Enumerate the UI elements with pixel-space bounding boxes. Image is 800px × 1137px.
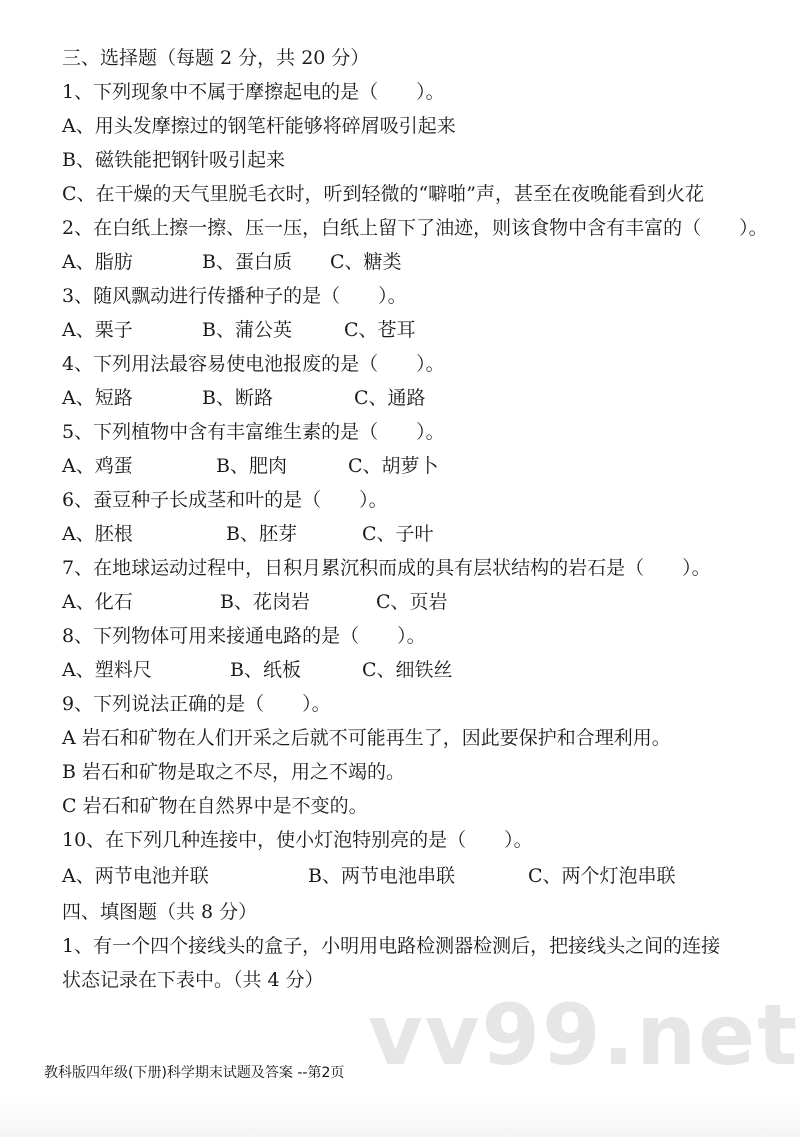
q4-option-b: B、断路: [202, 387, 273, 409]
q8-option-a: A、塑料尺: [62, 659, 152, 681]
q6-option-b: B、胚芽: [226, 523, 297, 545]
q5-option-a: A、鸡蛋: [62, 455, 133, 477]
q5-stem: 5、下列植物中含有丰富维生素的是（ ）。: [62, 421, 445, 443]
q8-stem: 8、下列物体可用来接通电路的是（ ）。: [62, 625, 426, 647]
q1-stem: 1、下列现象中不属于摩擦起电的是（ ）。: [62, 81, 445, 103]
q10-stem: 10、在下列几种连接中，使小灯泡特别亮的是（ ）。: [62, 829, 533, 851]
q4-stem: 4、下列用法最容易使电池报废的是（ ）。: [62, 353, 445, 375]
q10-option-c: C、两个灯泡串联: [528, 865, 676, 887]
page-bottom-shade: [0, 1100, 800, 1137]
q9-stem: 9、下列说法正确的是（ ）。: [62, 693, 331, 715]
q7-option-a: A、化石: [62, 591, 133, 613]
q3-option-b: B、蒲公英: [202, 319, 292, 341]
q10-options: [62, 862, 762, 890]
q7-options: [62, 588, 762, 616]
q2-option-b: B、蛋白质: [202, 251, 292, 273]
q5-option-c: C、胡萝卜: [348, 455, 439, 477]
q8-option-b: B、纸板: [230, 659, 301, 681]
q7-option-c: C、页岩: [376, 591, 448, 613]
q1-option-c: C、在干燥的天气里脱毛衣时，听到轻微的“噼啪”声，甚至在夜晚能看到火花: [62, 183, 704, 205]
q3-option-a: A、栗子: [62, 319, 133, 341]
q9-option-a: A 岩石和矿物在人们开采之后就不可能再生了，因此要保护和合理利用。: [62, 727, 671, 749]
watermark: vv99.net: [368, 986, 800, 1084]
q1-option-a: A、用头发摩擦过的钢笔杆能够将碎屑吸引起来: [62, 115, 456, 137]
q3-stem: 3、随风飘动进行传播种子的是（ ）。: [62, 285, 407, 307]
q9-option-c: C 岩石和矿物在自然界中是不变的。: [62, 795, 368, 817]
section4-heading: 四、填图题（共 8 分）: [62, 901, 258, 923]
q4-option-c: C、通路: [354, 387, 426, 409]
section3-heading: 三、选择题（每题 2 分，共 20 分）: [62, 47, 370, 69]
page-footer: 教科版四年级(下册)科学期末试题及答案 --第2页: [44, 1065, 345, 1081]
section4-q1-line2: 状态记录在下表中。（共 4 分）: [62, 969, 324, 991]
q7-stem: 7、在地球运动过程中，日积月累沉积而成的具有层状结构的岩石是（ ）。: [62, 557, 711, 579]
q6-option-c: C、子叶: [362, 523, 434, 545]
section4-q1-line1: 1、有一个四个接线头的盒子，小明用电路检测器检测后，把接线头之间的连接: [62, 935, 721, 957]
q3-option-c: C、苍耳: [344, 319, 416, 341]
q2-option-a: A、脂肪: [62, 251, 133, 273]
q1-option-b: B、磁铁能把钢针吸引起来: [62, 149, 285, 171]
q6-stem: 6、蚕豆种子长成茎和叶的是（ ）。: [62, 489, 388, 511]
q10-option-b: B、两节电池串联: [308, 865, 455, 887]
q8-options: [62, 656, 762, 684]
q2-options: [62, 248, 762, 276]
q6-options: [62, 520, 762, 548]
q4-options: [62, 384, 762, 412]
q4-option-a: A、短路: [62, 387, 133, 409]
q3-options: [62, 316, 762, 344]
q6-option-a: A、胚根: [62, 523, 133, 545]
q5-options: [62, 452, 762, 480]
q2-option-c: C、糖类: [330, 251, 402, 273]
q10-option-a: A、两节电池并联: [62, 865, 209, 887]
q8-option-c: C、细铁丝: [362, 659, 453, 681]
q9-option-b: B 岩石和矿物是取之不尽，用之不竭的。: [62, 761, 406, 783]
q7-option-b: B、花岗岩: [220, 591, 310, 613]
q5-option-b: B、肥肉: [216, 455, 287, 477]
q2-stem: 2、在白纸上擦一擦、压一压，白纸上留下了油迹，则该食物中含有丰富的（ ）。: [62, 217, 768, 239]
